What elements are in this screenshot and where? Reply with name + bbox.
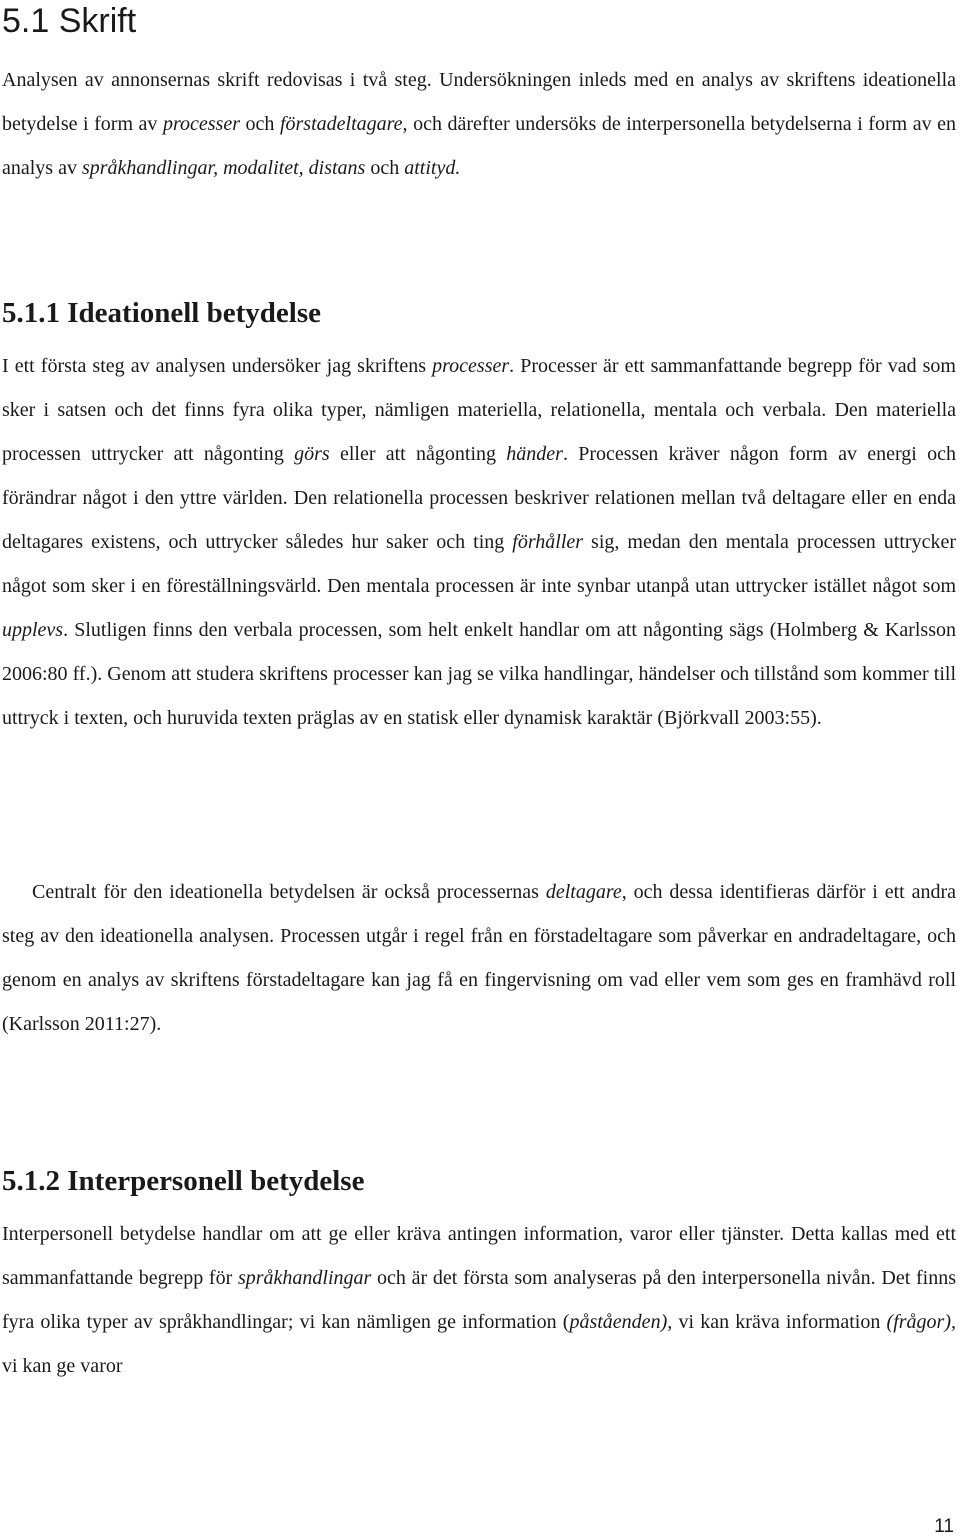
subsection-heading-interpersonal: 5.1.2 Interpersonell betydelse	[2, 1165, 365, 1197]
italic-term: attityd.	[404, 157, 461, 179]
italic-term: processer	[432, 355, 510, 377]
italic-term: händer	[506, 443, 563, 465]
italic-term: processer	[162, 113, 240, 135]
ideational-paragraph-1: I ett första steg av analysen undersöker jag skriftens processer. Processer är ett sammanfattande begrepp för vad som sker i satsen och det finns fyra olika typer, nämligen materiella, relationella, mentala och verbala. Den materiella processen uttrycker att någonting görs eller att någonting händer. Processen kräver någon form av energi och förändrar något i den yttre världen. Den relationella processen beskriver relationen mellan två deltagare eller en enda deltagares existens, och uttrycker således hur saker och ting förhåller sig, medan den mentala processen uttrycker något som sker i en föreställningsvärld. Den mentala processen är inte synbar utanpå utan uttrycker istället något som upplevs. Slutligen finns den verbala processen, som helt enkelt handlar om att någonting sägs (Holmberg & Karlsson 2006:80 ff.). Genom att studera skriftens processer kan jag se vilka handlingar, händelser och tillstånd som kommer till uttryck i texten, och huruvida texten präglas av en statisk eller dynamisk karaktär (Björkvall 2003:55).	[2, 355, 957, 729]
italic-term: görs	[294, 443, 330, 465]
ideational-paragraph-2: Centralt för den ideationella betydelsen är också processernas deltagare, och dessa identifieras därför i ett andra steg av den ideationella analysen. Processen utgår i regel från en förstadeltagare som påverkar en andradeltagare, och genom en analys av skriftens förstadeltagare kan jag få en fingervisning om vad eller vem som ges en framhävd roll (Karlsson 2011:27).	[2, 881, 956, 1035]
subsection-heading-ideational: 5.1.1 Ideationell betydelse	[2, 297, 321, 329]
italic-term: språkhandlingar, modalitet, distans	[81, 157, 366, 179]
italic-term: påståenden),	[569, 1311, 673, 1333]
italic-term: upplevs	[2, 619, 64, 641]
italic-term: språkhandlingar	[237, 1267, 372, 1289]
italic-term: förhåller	[512, 531, 584, 553]
section-heading: 5.1 Skrift	[2, 2, 137, 40]
interpersonal-paragraph-1: Interpersonell betydelse handlar om att ge eller kräva antingen information, varor eller tjänster. Detta kallas med ett sammanfattande begrepp för språkhandlingar och är det första som analyseras på den interpersonella nivån. Det finns fyra olika typer av språkhandlingar; vi kan nämligen ge information (påståenden), vi kan kräva information (frågor), vi kan ge varor	[2, 1223, 956, 1377]
page-number: 11	[934, 1516, 954, 1537]
italic-term: (frågor),	[886, 1311, 956, 1333]
italic-term: deltagare	[545, 881, 622, 903]
section-intro-paragraph: Analysen av annonsernas skrift redovisas i två steg. Undersökningen inleds med en analys av skriftens ideationella betydelse i form av processer och förstadeltagare, och därefter undersöks de interpersonella betydelserna i form av en analys av språkhandlingar, modalitet, distans och attityd.	[2, 69, 956, 179]
italic-term: förstadeltagare	[279, 113, 403, 135]
